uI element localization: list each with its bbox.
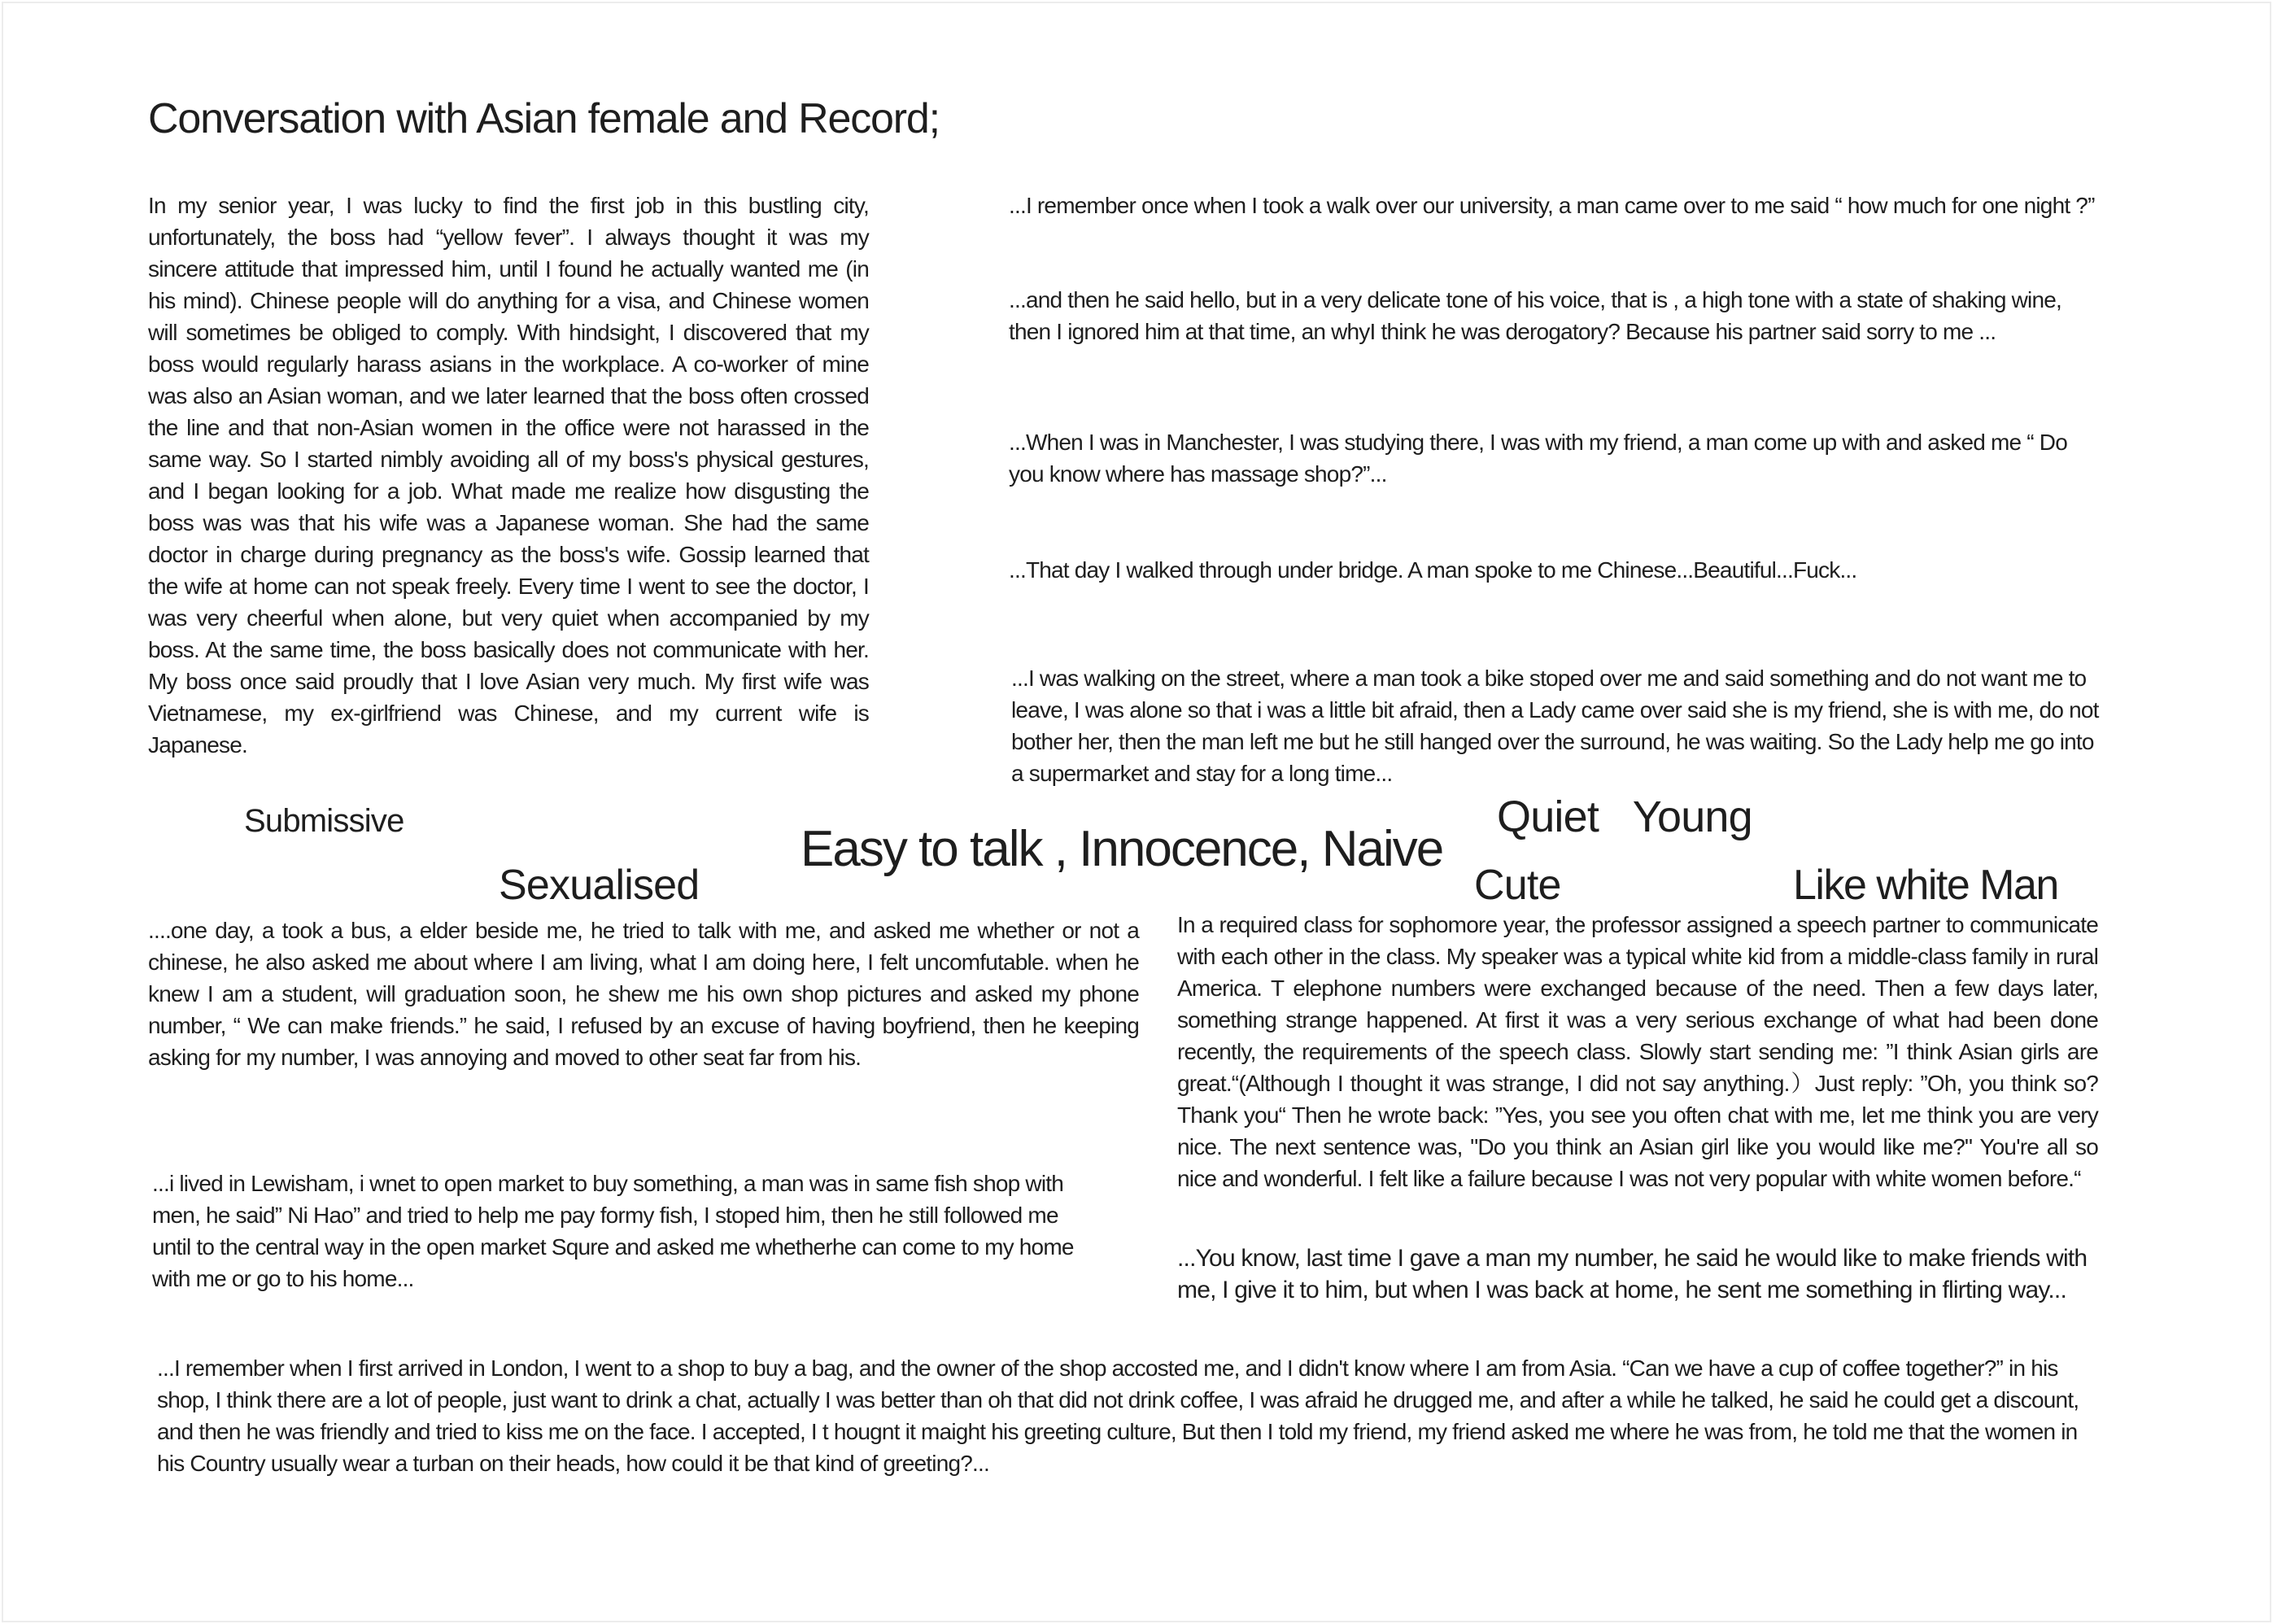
page-title: Conversation with Asian female and Record;: [148, 95, 940, 142]
keyword-submissive: Submissive: [244, 803, 404, 839]
story-hello: ...and then he said hello, but in a very delicate tone of his voice, that is , a high tone with a state of shaking wine, then I ignored him at that time, an whyI think he was derogatory? Because his partner said sorry to me ...: [1009, 287, 2061, 344]
story-number: ...You know, last time I gave a man my number, he said he would like to make friends with me, I give it to him, but when I was back at home, he sent me something in flirting way...: [1177, 1245, 2088, 1303]
story-sophomore: In a required class for sophomore year, the professor assigned a speech partner to communicate with each other in the class. My speaker was a typical white kid from a middle-class family in rural America. T elephone numbers were exchanged because of the need. Then a few days later, something strange happened. At first it was a very serious exchange of what had been done recently, the requirements of the speech class. Slowly start sending me: ”I think Asian girls are great.“(Although I thought it was strange, I did not say anything.）Just reply: ”Oh, you think so? Thank you“ Then he wrote back: ”Yes, you see you often chat with me, let me think you are very nice. The next sentence was, "Do you think an Asian girl like you would like me?" You're all so nice and wonderful. I felt like a failure because I was not very popular with white women before.“: [1177, 912, 2098, 1191]
keyword-quiet-young: Quiet Young: [1497, 792, 1752, 841]
keyword-cute: Cute: [1474, 862, 1561, 909]
story-bike: ...I was walking on the street, where a man took a bike stoped over me and said something and do not want me to leave, I was alone so that i was a little bit afraid, then a Lady came over said she is my friend, she is with me, do not bother her, then the man left me but he still hanged over the surround, he was waiting. So the Lady help me go into a supermarket and stay for a long time...: [1011, 666, 2099, 786]
story-university: ...I remember once when I took a walk over our university, a man came over to me said “ how much for one night ?”: [1009, 193, 2095, 218]
keyword-easy-to-talk: Easy to talk , Innocence, Naive: [801, 821, 1443, 877]
story-manchester: ...When I was in Manchester, I was studying there, I was with my friend, a man come up with and asked me “ Do you know where has massage shop?”...: [1009, 430, 2067, 487]
keyword-sexualised: Sexualised: [499, 862, 700, 909]
keyword-like-white-man: Like white Man: [1793, 862, 2058, 909]
story-bridge: ...That day I walked through under bridge. A man spoke to me Chinese...Beautiful...Fuck...: [1009, 557, 1857, 583]
story-lewisham: ...i lived in Lewisham, i wnet to open market to buy something, a man was in same fish shop with men, he said” Ni Hao” and tried to help me pay formy fish, I stoped him, then he still followed me until to the central way in the open market Squre and asked me whetherhe can come to my home with me or go to his home...: [152, 1171, 1074, 1291]
story-bus: ....one day, a took a bus, a elder beside me, he tried to talk with me, and asked me whether or not a chinese, he also asked me about where I am living, what I am doing here, I felt uncomfutable. when he knew I am a student, will graduation soon, he shew me his own shop pictures and asked my phone number, “ We can make friends.” he said, I refused by an excuse of having boyfriend, then he keeping asking for my number, I was annoying and moved to other seat far from his.: [148, 918, 1139, 1070]
story-boss: In my senior year, I was lucky to find the first job in this bustling city, unfortunately, the boss had “yellow fever”. I always thought it was my sincere attitude that impressed him, until I found he actually wanted me (in his mind). Chinese people will do anything for a visa, and Chinese women will sometimes be obliged to comply. With hindsight, I discovered that my boss would regularly harass asians in the workplace. A co-worker of mine was also an Asian woman, and we later learned that the boss often crossed the line and that non-Asian women in the office were not harassed in the same way. So I started nimbly avoiding all of my boss's physical gestures, and I began looking for a job. What made me realize how disgusting the boss was was that his wife was a Japanese woman. She had the same doctor in charge during pregnancy as the boss's wife. Gossip learned that the wife at home can not speak freely. Every time I went to see the doctor, I was very cheerful when alone, but very quiet when accompanied by my boss. At the same time, the boss basically does not communicate with her. My boss once said proudly that I love Asian very much. My first wife was Vietnamese, my ex-girlfriend was Chinese, and my current wife is Japanese.: [148, 193, 869, 757]
story-london: ...I remember when I first arrived in London, I went to a shop to buy a bag, and the owner of the shop accosted me, and I didn't know where I am from Asia. “Can we have a cup of coffee together?” in his shop, I think there are a lot of people, just want to drink a chat, actually I was better than oh that did not drink coffee, I was afraid he drugged me, and after a while he talked, he said he could get a discount, and then he was friendly and tried to kiss me on the face. I accepted, I t hougnt it maight his greeting culture, But then I told my friend, my friend asked me where he was from, he told me that the women in his Country usually wear a turban on their heads, how could it be that kind of greeting?...: [157, 1356, 2079, 1476]
